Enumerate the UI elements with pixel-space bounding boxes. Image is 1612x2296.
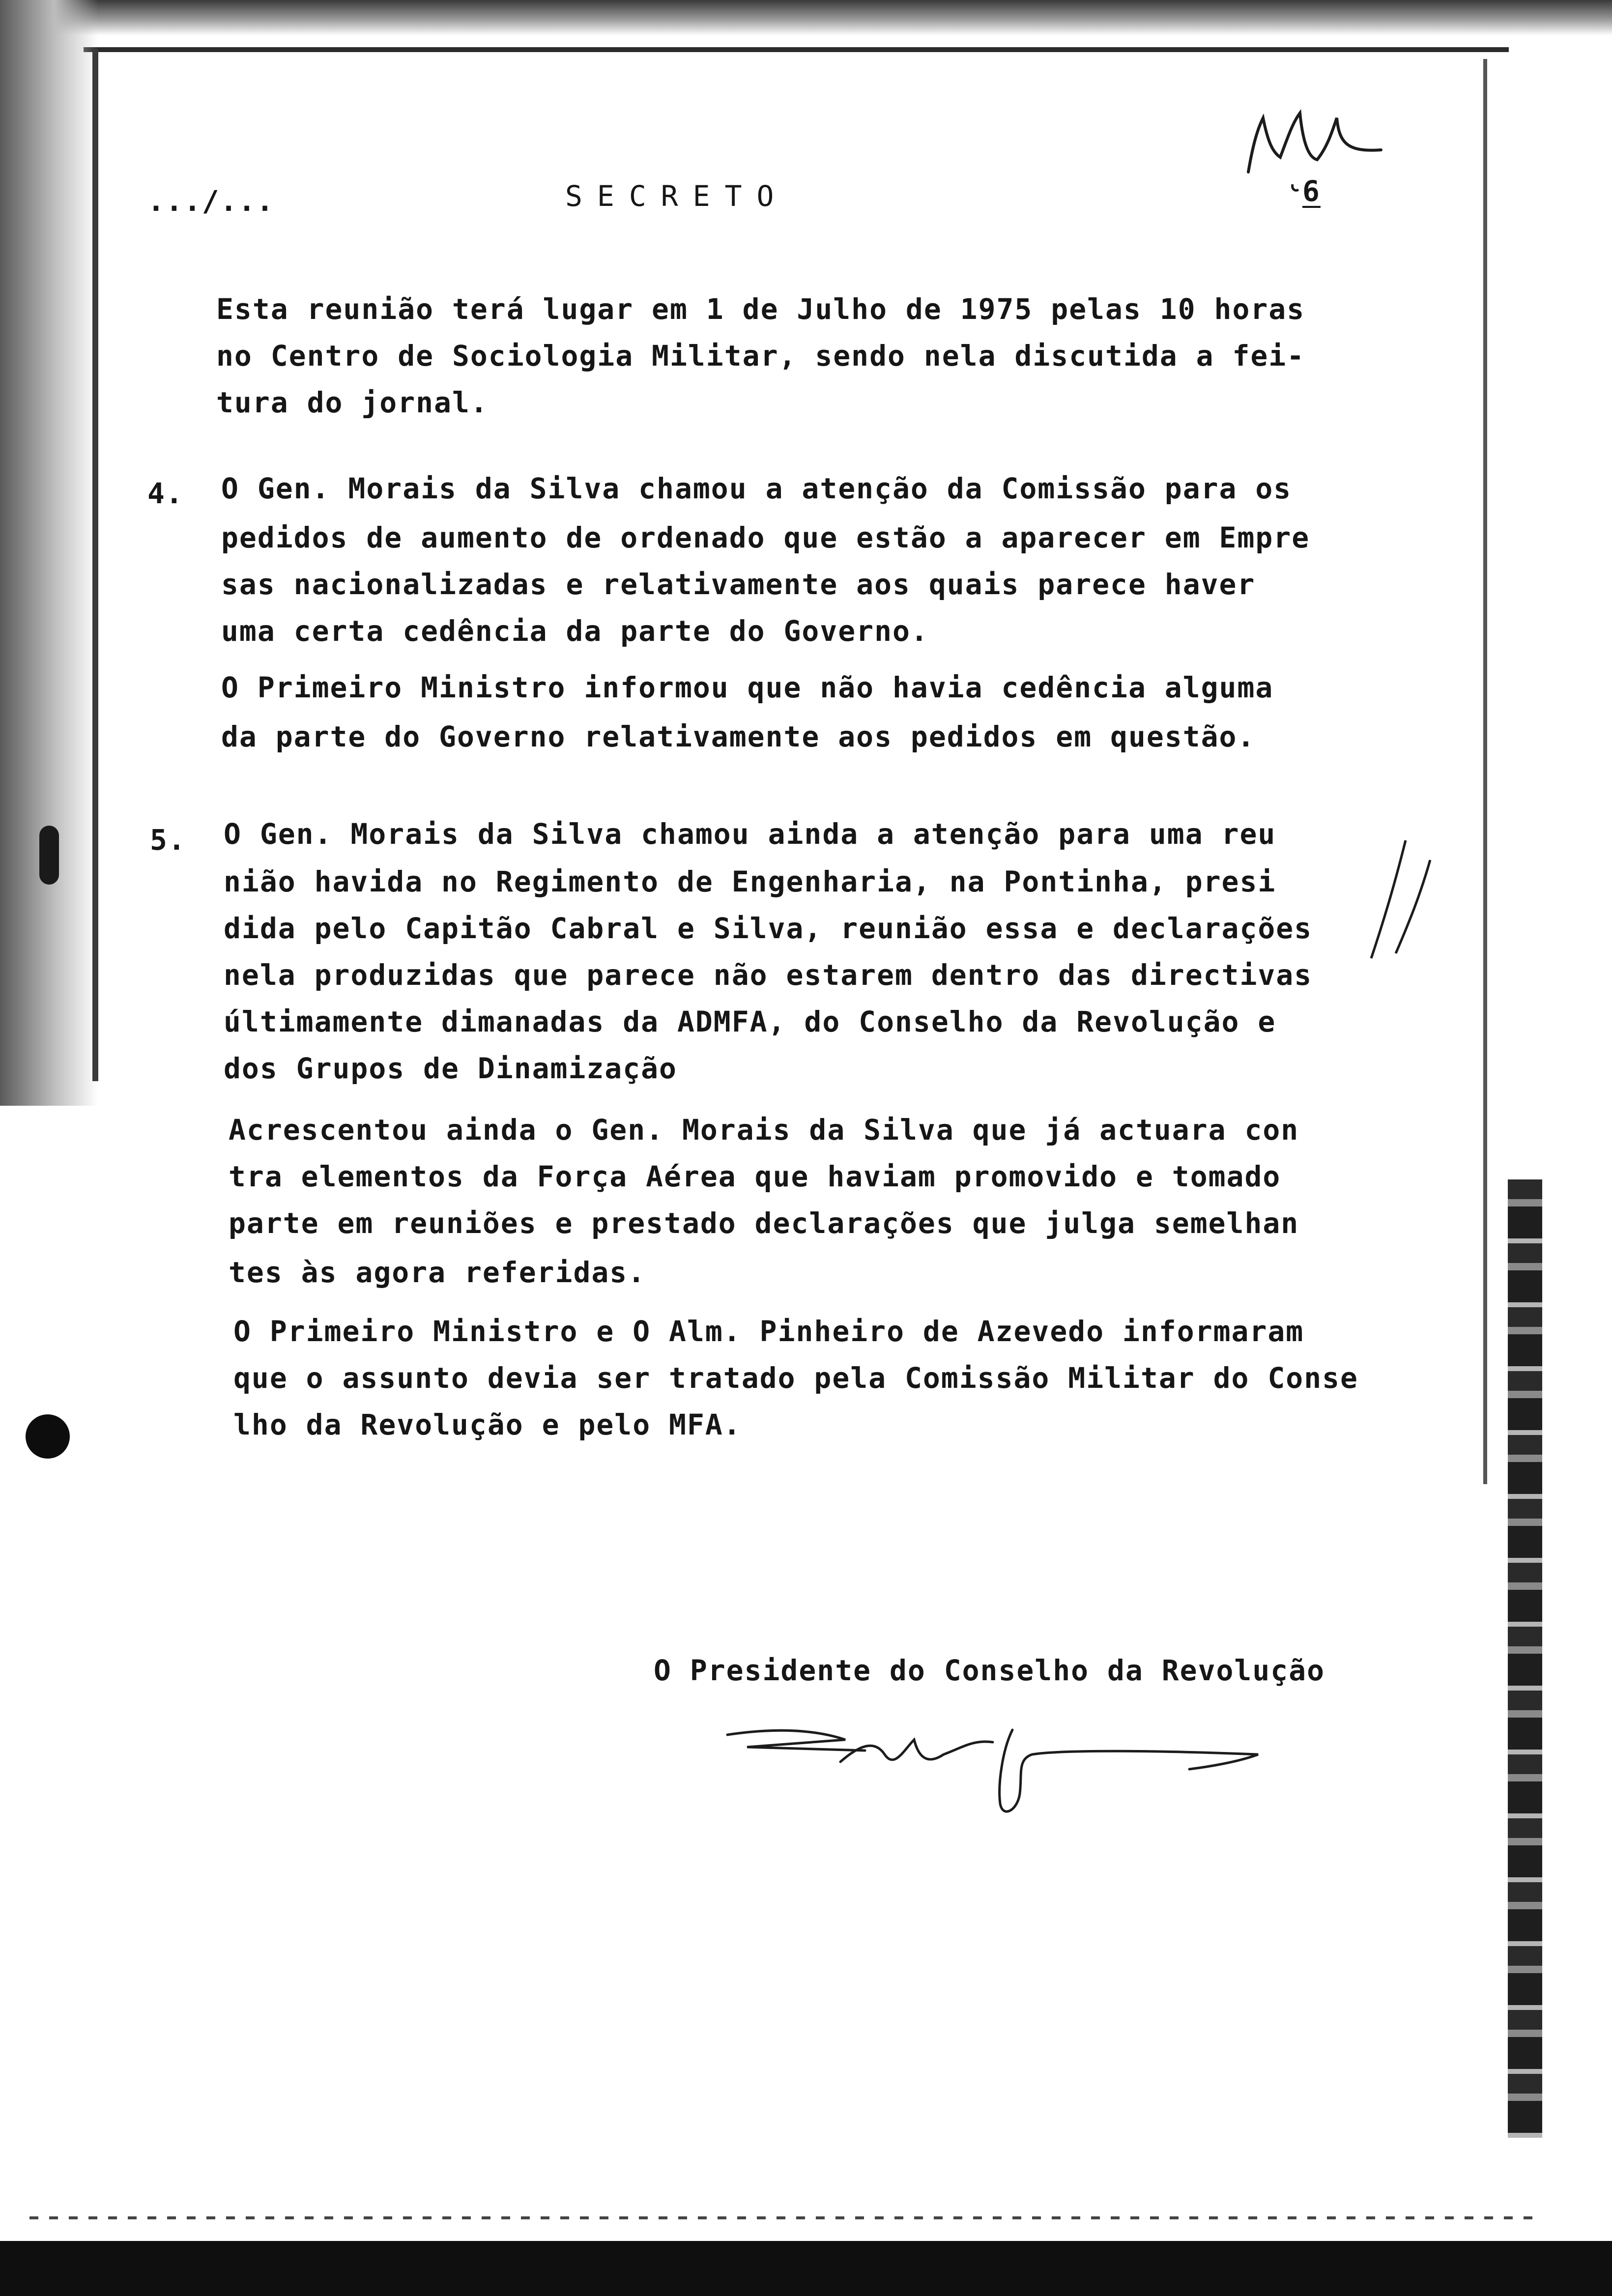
item-number: 4. <box>147 477 184 510</box>
punch-hole <box>26 1414 70 1459</box>
handwritten-signature <box>718 1720 1288 1818</box>
scan-left-edge <box>0 0 98 1106</box>
intro-line: Esta reunião terá lugar em 1 de Julho de 1975 pelas 10 horas <box>216 292 1305 326</box>
intro-line: no Centro de Sociologia Militar, sendo nela discutida a fei- <box>216 339 1305 373</box>
item-line: parte em reuniões e prestado declarações que julga semelhan <box>229 1206 1299 1240</box>
item-line: tes às agora referidas. <box>229 1256 646 1289</box>
scan-top-edge <box>0 0 1612 35</box>
scan-left-binding-line <box>92 49 98 1081</box>
handwritten-initials <box>1234 98 1396 197</box>
signature-title: O Presidente do Conselho da Revolução <box>654 1654 1325 1687</box>
margin-check-marks <box>1356 835 1435 963</box>
item-line: últimamente dimanadas da ADMFA, do Conselho da Revolução e <box>224 1005 1276 1038</box>
item-line: O Gen. Morais da Silva chamou a atenção da Comissão para os <box>221 472 1292 505</box>
scan-bottom-edge <box>0 2241 1612 2296</box>
item-line: sas nacionalizadas e relativamente aos quais parece haver <box>221 568 1256 601</box>
item-line: O Primeiro Ministro e O Alm. Pinheiro de Azevedo informaram <box>233 1315 1304 1348</box>
item-line: lho da Revolução e pelo MFA. <box>233 1408 742 1441</box>
continuation-mark: .../... <box>147 184 275 218</box>
item-line: dos Grupos de Dinamização <box>224 1052 677 1085</box>
intro-line: tura do jornal. <box>216 386 489 419</box>
item-line: Acrescentou ainda o Gen. Morais da Silva que já actuara con <box>229 1113 1299 1147</box>
item-line: O Primeiro Ministro informou que não havia cedência alguma <box>221 671 1274 704</box>
scan-right-margin-line <box>1483 59 1487 1484</box>
item-number: 5. <box>150 823 186 857</box>
item-line: que o assunto devia ser tratado pela Comissão Militar do Conse <box>233 1361 1358 1395</box>
item-line: O Gen. Morais da Silva chamou ainda a atenção para uma reu <box>224 817 1276 851</box>
item-line: nela produzidas que parece não estarem dentro das directivas <box>224 958 1313 992</box>
scan-bottom-dotted-line <box>29 2216 1533 2219</box>
classification-title: SECRETO <box>565 179 789 213</box>
item-line: nião havida no Regimento de Engenharia, na Pontinha, presi <box>224 865 1276 898</box>
item-line: uma certa cedência da parte do Governo. <box>221 614 929 648</box>
item-line: tra elementos da Força Aérea que haviam promovido e tomado <box>229 1160 1281 1193</box>
page-number: 6 <box>1302 174 1321 208</box>
item-line: da parte do Governo relativamente aos pedidos em questão. <box>221 720 1256 753</box>
scan-right-edge <box>1508 1179 1542 2138</box>
margin-mark <box>39 826 59 885</box>
scan-top-border-line <box>84 47 1509 52</box>
item-line: dida pelo Capitão Cabral e Silva, reunião essa e declarações <box>224 912 1313 945</box>
item-line: pedidos de aumento de ordenado que estão a aparecer em Empre <box>221 521 1310 554</box>
